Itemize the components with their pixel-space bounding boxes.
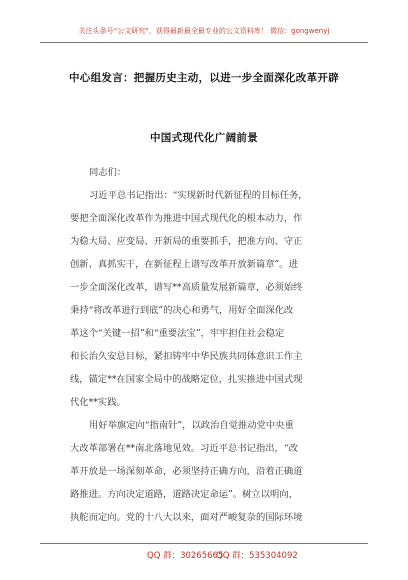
body-line: 用好举旗定向“指南针”，以政治自觉推动党中央重 [89,420,294,431]
document-body [70,161,338,529]
header-divider [40,42,368,43]
body-line: 革这个“关键一招”和“重要法宝”，牢牢担住社会稳定 [70,328,285,339]
body-line: 路推进。方向决定道路，道路决定命运”。树立以明向， [70,489,298,500]
footer-qq-group-2: QQ 群：535304092 [216,551,298,561]
body-line: 代化**实践。 [70,397,126,408]
body-line: 创新、真抓实干，在新征程上谱写改革开放新篇章”。进 [70,259,298,270]
body-line: 习近平总书记指出：“实现新时代新征程的目标任务， [89,190,308,201]
body-line: 秉持“将改革进行到底”的决心和勇气，用好全面深化改 [70,305,294,316]
body-line: 和长治久安总目标，紧扣铸牢中华民族共同体意识工作主 [70,351,303,362]
body-line: 大改革部署在**南北落地见效。习近平总书记指出，“改 [70,443,298,454]
body-line: 为稳大局、应变局、开新局的重要抓手，把准方向、守正 [70,236,303,247]
document-title-line-1: 中心组发言：把握历史主动，以进一步全面深化改革开辟 [69,72,339,84]
body-line: 一步全面深化改革，谱写**高质量发展新篇章，必须始终 [70,282,303,293]
document-title-line-2: 中国式现代化广阔前景 [150,132,258,144]
body-line: 线，锚定**在国家全局中的战略定位，扎实推进中国式现 [70,374,303,385]
body-line: 革开放是一场深刻革命，必须坚持正确方向，沿着正确道 [70,466,303,477]
salutation: 同志们： [89,167,127,178]
body-line: 要把全面深化改革作为推进中国式现代化的根本动力，作 [70,213,303,224]
footer-qq-group-1: QQ 群：30265665 [147,551,224,561]
header-banner: 关注头条号“公文研究”，获得最新最全最专业的公文资料库！ 微信：gongwenyj [78,27,330,35]
footer-divider [40,543,368,544]
body-line: 执舵而定向。党的十八大以来，面对严峻复杂的国际环境 [70,512,303,523]
